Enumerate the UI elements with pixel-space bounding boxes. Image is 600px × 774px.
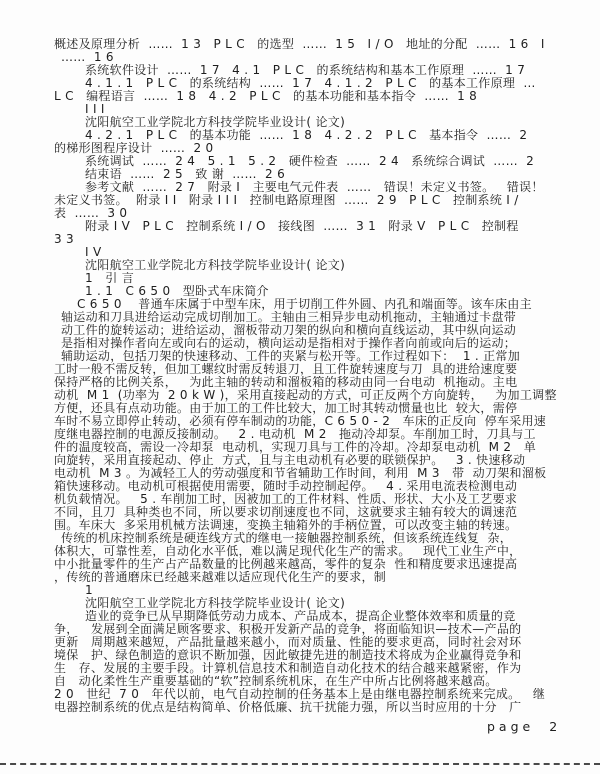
text-line: 不同，且刀 具种类也不同，所以要求切削速度也不同，这就要求主轴有较大的调速范 [54, 506, 518, 519]
text-line: 围。车床大 多采用机械方法调速，变换主轴箱外的手柄位置，可以改变主轴的转速。 [54, 519, 518, 532]
text-line: 系统软件设计 …… 1 7 4 . 1 P L C 的系统结构和基本工作原理 …… 1 7 [85, 64, 526, 77]
text-line: 向旋转，采用直接起动、停止 方式，且与主电动机有必要的联锁保护。 3 . 快速移动 [54, 454, 526, 467]
text-line: 是指相对操作者向左或向右的运动，横向运动是指相对于操作者向前或向后的运动； [61, 337, 517, 350]
text-line: 争， 发展到全面满足顾客要求、积极开发新产品的竞争，将面临知识—技术—产品的 [54, 623, 522, 636]
page-divider [0, 763, 600, 765]
text-line: 沈阳航空工业学院北方科技学院毕业设计( 论文) [85, 259, 346, 272]
text-line: 保持严格的比例关系， 为此主轴的转动和溜板箱的移动由同一台电动 机拖动。主电 [54, 376, 518, 389]
text-line: 电动机 M 3 。为减轻工人的劳动强度和节省辅助工作时间，利用 M 3 带 动刀架和溜板 [54, 467, 547, 480]
text-line: 体积大，可靠性差，自动化水平低，难以满足现代化生产的需求。 现代工业生产中， [54, 545, 522, 558]
text-line: 辅助运动，包括刀架的快速移动、工件的夹紧与松开等。工作过程如下： 1 . 正常加 [61, 350, 521, 363]
text-line: 度继电器控制的电源反接制动。 2 . 电动机 M 2 拖动冷却泵。车削加工时，刀具与工 [54, 428, 536, 441]
text-line: 系统调试 …… 2 4 5 . 1 5 . 2 硬件检查 …… 2 4 系统综合调试 …… 2 [85, 155, 535, 168]
document-text [54, 38, 600, 714]
text-line: 轴运动和刀具进给运动完成切削加工。主轴由三相异步电动机拖动，主轴通过卡盘带 [61, 311, 517, 324]
text-line: 的梯形图程序设计 …… 2 0 [54, 142, 214, 155]
text-line: 未定义书签。 附录 I I 附录 I I I 控制电路原理图 …… 2 9 P L C 控制系统 I / [54, 194, 519, 207]
text-line: …… 1 6 [61, 51, 114, 64]
text-line: 沈阳航空工业学院北方科技学院毕业设计( 论文) [85, 116, 346, 129]
text-line: 1 引 言 [85, 272, 134, 285]
text-line: 更新 周期越来越短，产品批量越来越小，而对质量、性能的要求更高，同时社会对环 [54, 636, 522, 649]
text-line: I I I [85, 103, 105, 116]
text-line: L C 编程语言 …… 1 8 4 . 2 P L C 的基本功能和基本指令 …… 1 8 [54, 90, 478, 103]
text-line: 机负载情况。 5 . 车削加工时，因被加工的工件材料、性质、形状、大小及工艺要求 [54, 493, 518, 506]
text-line: 附录 I V P L C 控制系统 I / O 接线图 …… 3 1 附录 V P L C 控制程 [85, 220, 519, 233]
text-line: 传统的机床控制系统是硬连线方式的继电一接触器控制系统，但该系统连线复 杂， [61, 532, 513, 545]
text-line: 2 0 世纪 7 0 年代以前，电气自动控制的任务基本上是由继电器控制系统来完成。 继 [54, 688, 546, 701]
text-line: 车时不易立即停止转动，必须有停车制动的功能，C 6 5 0 - 2 车床的正反向 停车采用速 [54, 415, 547, 428]
text-line: 表 …… 3 0 [54, 207, 128, 220]
text-line: 沈阳航空工业学院北方科技学院毕业设计( 论文) [85, 597, 346, 610]
text-line: 箱快速移动。电动机可根据使用需要，随时手动控制起停。 4 . 采用电流表检测电动 [54, 480, 518, 493]
text-line: 参考文献 …… 2 7 附录 I 主要电气元件表 …… 错误！未定义书签。 错误！ [85, 181, 544, 194]
text-line: 1 . 1 C 6 5 0 型卧式车床简介 [85, 285, 269, 298]
text-line: 3 3 [54, 233, 74, 246]
text-line: 概述及原理分析 …… 1 3 P L C 的选型 …… 1 5 I / O 地址的分配 …… 1 6 I [54, 38, 545, 51]
text-line: 结束语 …… 2 5 致 谢 …… 2 6 [85, 168, 286, 181]
text-line: 工时一般不需反转，但加工螺纹时需反转退刀，且工件旋转速度与刀 具的进给速度要 [54, 363, 518, 376]
text-line: 动机 M 1 (功率为 2 0 k W )，采用直接起动的方式，可正反两个方向旋转， 为加工调整 [54, 389, 557, 402]
text-line: 自 动化柔性生产重要基础的“软”控制系统机床，在生产中所占比例将越来越高。 [54, 675, 498, 688]
page-number: page 2 [487, 719, 562, 734]
text-line: 造业的竞争已从早期降低劳动力成本、产品成本，提高企业整体效率和质量的竞 [85, 610, 516, 623]
text-line: ，传统的普通磨床已经越来越难以适应现代化生产的要求，制 [54, 571, 387, 584]
text-line: 方便，还具有点动功能。由于加工的工件比较大，加工时其转动惯量也比 较大，需停 [54, 402, 518, 415]
text-line: 4 . 2 . 1 P L C 的基本功能 …… 1 8 4 . 2 . 2 P L C 基本指令 …… 2 [85, 129, 528, 142]
text-line: 中小批量零件的生产占产品数量的比例越来越高，零件的复杂 性和精度要求迅速提高 [54, 558, 518, 571]
text-line: 件的温度较高，需设一冷却泵 电动机，实现刀具与工件的冷却。冷却泵电动机 M 2 单 [54, 441, 537, 454]
text-line: 生 存、发展的主要手段。计算机信息技术和制造自动化技术的结合越来越紧密，作为 [54, 662, 522, 675]
text-line: I V [85, 246, 102, 259]
text-line: C 6 5 0 普通车床属于中型车床，用于切削工件外圆、内孔和端面等。该车床由主 [77, 298, 532, 311]
text-line: 境保 护、绿色制造的意识不断加强，因此敏捷先进的制造技术将成为企业赢得竞争和 [54, 649, 522, 662]
text-line: 1 [85, 584, 93, 597]
text-line: 电器控制系统的优点是结构简单、价格低廉、抗干扰能力强，所以当时应用的十分 广 [54, 701, 522, 714]
text-line: 动工件的旋转运动；进给运动，溜板带动刀架的纵向和横向直线运动，其中纵向运动 [61, 324, 517, 337]
text-line: 4 . 1 . 1 P L C 的系统结构 …… 1 7 4 . 1 . 2 P L C 的基本工作原理 … [85, 77, 536, 90]
